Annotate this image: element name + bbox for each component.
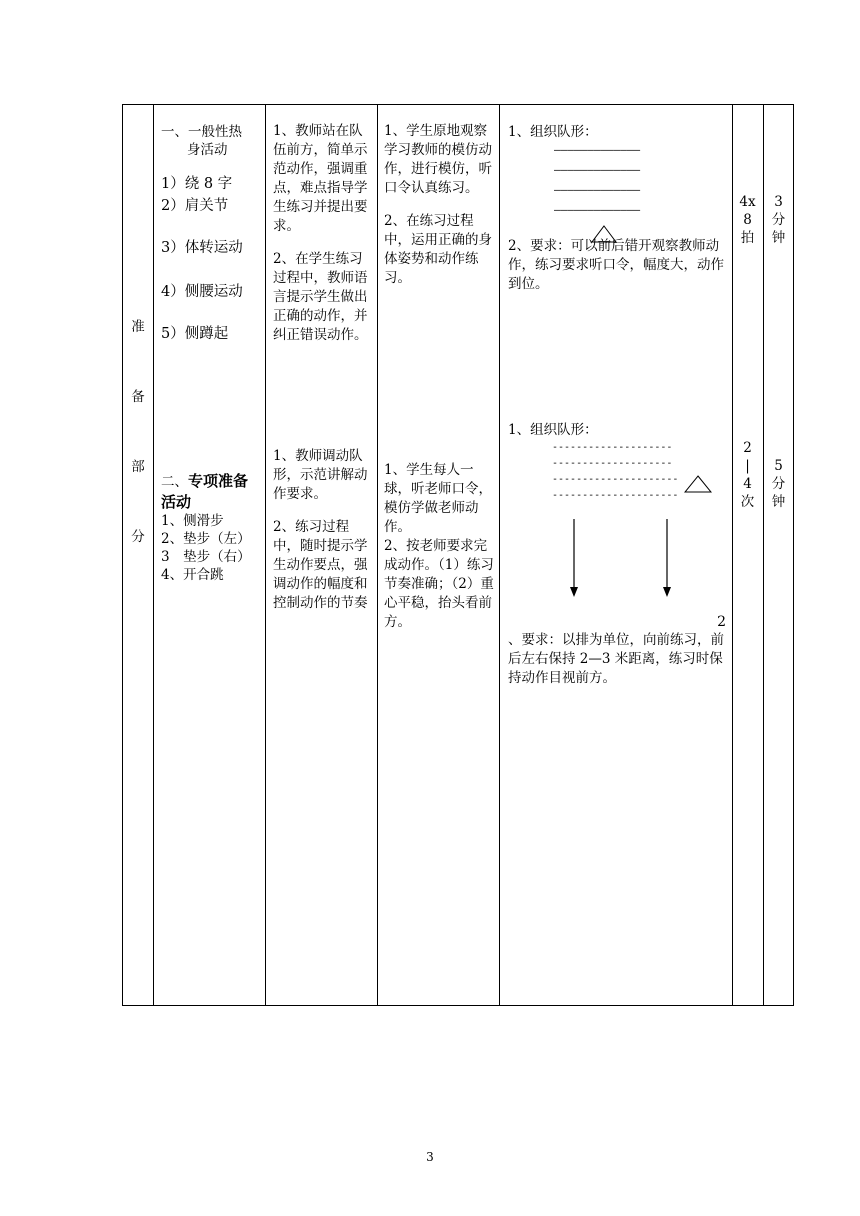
formation-row: ————————————— bbox=[554, 183, 641, 196]
col-divider bbox=[377, 105, 378, 1005]
formation-row: --------------------- bbox=[552, 490, 679, 501]
time-char: 分 bbox=[771, 212, 786, 228]
count-char: 次 bbox=[740, 494, 755, 510]
student-step: 1、学生原地观察学习教师的模仿动作，进行模仿，听口令认真练习。 bbox=[384, 123, 492, 196]
count-char: | bbox=[745, 458, 750, 474]
col-divider bbox=[153, 105, 154, 1005]
special-count bbox=[732, 439, 763, 511]
formation-row: ————————————— bbox=[554, 163, 641, 176]
org-title: 1、组织队形： bbox=[508, 422, 598, 438]
student-step: 2、在练习过程中，运用正确的身体姿势和动作练习。 bbox=[384, 213, 492, 286]
student-step: 1、学生每人一球，听老师口令，模仿学做老师动作。 bbox=[384, 462, 492, 535]
section-label bbox=[123, 315, 153, 595]
col-divider bbox=[499, 105, 500, 1005]
warmup-time bbox=[763, 193, 794, 247]
special-time bbox=[763, 457, 794, 511]
teacher-triangle-icon bbox=[684, 475, 712, 493]
special-item: 2、垫步（左） bbox=[161, 531, 251, 547]
special-item: 4、开合跳 bbox=[161, 567, 224, 583]
requirement-number: 2 bbox=[717, 614, 726, 630]
warmup-item: 2）肩关节 bbox=[161, 198, 229, 214]
count-char: 2 bbox=[743, 440, 752, 456]
count-char: 4 bbox=[743, 476, 752, 492]
special-student bbox=[384, 461, 494, 632]
org-title: 1、组织队形： bbox=[508, 124, 598, 140]
formation-row: ————————————— bbox=[554, 203, 641, 216]
warmup-item: 5）侧蹲起 bbox=[161, 326, 229, 342]
special-item: 3 垫步（右） bbox=[161, 549, 251, 565]
time-char: 钟 bbox=[771, 494, 786, 510]
warmup-count bbox=[732, 193, 763, 247]
formation-row: --------------------- bbox=[552, 474, 679, 485]
time-char: 3 bbox=[774, 194, 783, 210]
teacher-step: 1、教师调动队形，示范讲解动作要求。 bbox=[273, 448, 368, 502]
special-teacher bbox=[273, 447, 371, 613]
col-divider bbox=[265, 105, 266, 1005]
formation-row: -------------------- bbox=[552, 458, 673, 469]
formation-row: -------------------- bbox=[552, 442, 673, 453]
student-step: 2、按老师要求完成动作。（1）练习节奏准确；（2）重心平稳，抬头看前方。 bbox=[384, 538, 494, 630]
teacher-step: 2、在学生练习过程中，教师语言提示学生做出正确的动作，并纠正错误动作。 bbox=[273, 251, 368, 343]
special-content: 二、专项准备 活动 1、侧滑步 2、垫步（左） 3 垫步（右） 4、开合跳 bbox=[161, 471, 265, 584]
page-number: 3 bbox=[426, 1150, 434, 1164]
count-char: 拍 bbox=[740, 230, 755, 246]
time-char: 5 bbox=[774, 458, 783, 474]
count-char: 8 bbox=[743, 212, 752, 228]
special-title-display: 专项准备 bbox=[188, 472, 249, 490]
warmup-item: 3）体转运动 bbox=[161, 240, 243, 256]
count-char: 4x bbox=[739, 194, 756, 210]
arrow-down-icon bbox=[661, 519, 673, 599]
formation-row: ————————————— bbox=[554, 143, 641, 156]
warmup-content bbox=[161, 123, 265, 345]
section-label-char: 备 bbox=[131, 389, 145, 405]
arrow-down-icon bbox=[568, 519, 580, 599]
warmup-student bbox=[384, 122, 494, 288]
teacher-step: 1、教师站在队伍前方，简单示范动作，强调重点，难点指导学生练习并提出要求。 bbox=[273, 123, 368, 234]
special-item: 1、侧滑步 bbox=[161, 513, 224, 529]
lesson-table bbox=[122, 104, 794, 1006]
warmup-title: 一、一般性热 bbox=[161, 124, 242, 140]
time-char: 分 bbox=[771, 476, 786, 492]
special-requirement: 、要求：以排为单位，向前练习，前后左右保持 2—3 米距离，练习时保持动作目视前方。 bbox=[508, 632, 724, 686]
section-label-char: 分 bbox=[131, 529, 145, 545]
time-char: 钟 bbox=[771, 230, 786, 246]
warmup-teacher bbox=[273, 122, 371, 345]
special-title-cont: 活动 bbox=[161, 493, 192, 511]
warmup-requirement: 2、要求：可以前后错开观察教师动作，练习要求听口令，幅度大，动作到位。 bbox=[508, 238, 724, 292]
warmup-item: 1）绕 8 字 bbox=[161, 176, 233, 192]
warmup-organization bbox=[508, 123, 726, 217]
section-label-char: 部 bbox=[131, 459, 145, 475]
section-label-char: 准 bbox=[131, 319, 145, 335]
warmup-title-cont: 身活动 bbox=[187, 142, 228, 158]
warmup-item: 4）侧腰运动 bbox=[161, 284, 243, 300]
teacher-step: 2、练习过程中，随时提示学生动作要点，强调动作的幅度和控制动作的节奏 bbox=[273, 519, 368, 611]
